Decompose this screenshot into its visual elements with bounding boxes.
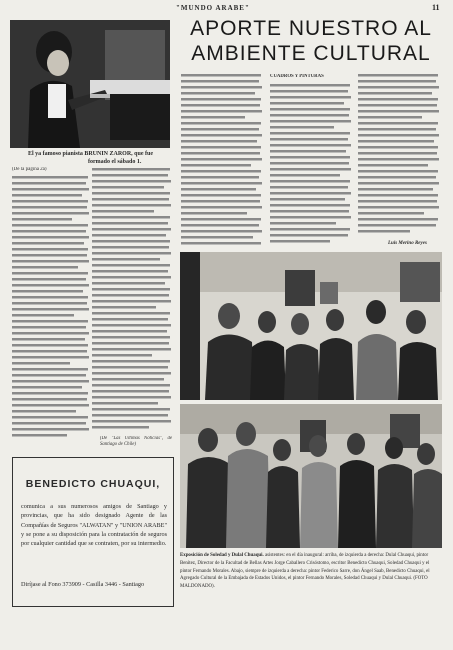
headline-line2: AMBIENTE CULTURAL	[191, 42, 431, 65]
advert-body: comunica a sus numerosos amigos de Santiago y provincias, que ha sido designado Agente de las Compañías de Seguros "ALWATAN" y "UNION ARABE" y se pone a su disposición para la contratación de seguros por cualquier cantidad que se contraten, por su intermedio.	[21, 503, 167, 548]
photo-caption-text: asistentes: en el día inaugural: arriba, de izquierda a derecha: Dulal Chuaqui, pintor Benítez, Director de la Facultad de Bellas Artes Jorge Caballero Crisóstomo, escritor Benedicto Chuaqui, Soledad Chuaqui y el pintor Fernando Morales. Abajo, siempre de izquierda a derecha: pintor Federico Sarre, don Ángel Saab, Benedicto Chuaqui, el Agregado Cultural de la Embajada de Estados Unidos, el pintor Fernando Morales, Soledad Chuaqui y Dulal Chuaqui. (FOTO MALDONADO).	[180, 553, 430, 590]
left-column-text-a	[12, 175, 90, 442]
left-column-text-b	[92, 167, 172, 434]
continued-label: (De la página 2a)	[12, 167, 47, 172]
pianist-caption-line2: formado el sábado 1.	[88, 159, 142, 165]
article-column-2	[270, 83, 352, 248]
article-column-3	[358, 73, 440, 235]
insurance-advert	[12, 457, 174, 607]
article-source: (De "Las Ultimas Noticias", de Santiago de Chile)	[100, 436, 172, 447]
photo-caption	[180, 552, 442, 591]
exhibition-photo-top	[180, 252, 442, 400]
pianist-caption: El ya famoso pianista BRUNIN ZAROR, que fue	[28, 151, 154, 157]
article-column-1	[181, 73, 263, 248]
article-author: Luis Merino Reyes	[388, 241, 427, 246]
advert-name: BENEDICTO CHUAQUI,	[25, 478, 161, 490]
advert-contact: Diríjase al Fono 373909 - Casilla 3446 - Santiago	[21, 581, 145, 588]
headline-line1: APORTE NUESTRO AL	[190, 17, 432, 40]
section-label: CUADROS Y PINTURAS	[270, 74, 324, 79]
photo-caption-intro: Exposición de Soledad y Dulal Chuaqui.	[180, 553, 264, 558]
page-number: 11	[432, 3, 440, 12]
exhibition-photo-bottom	[180, 404, 442, 548]
pianist-photo	[10, 20, 170, 148]
running-title: "MUNDO ARABE"	[176, 4, 250, 12]
